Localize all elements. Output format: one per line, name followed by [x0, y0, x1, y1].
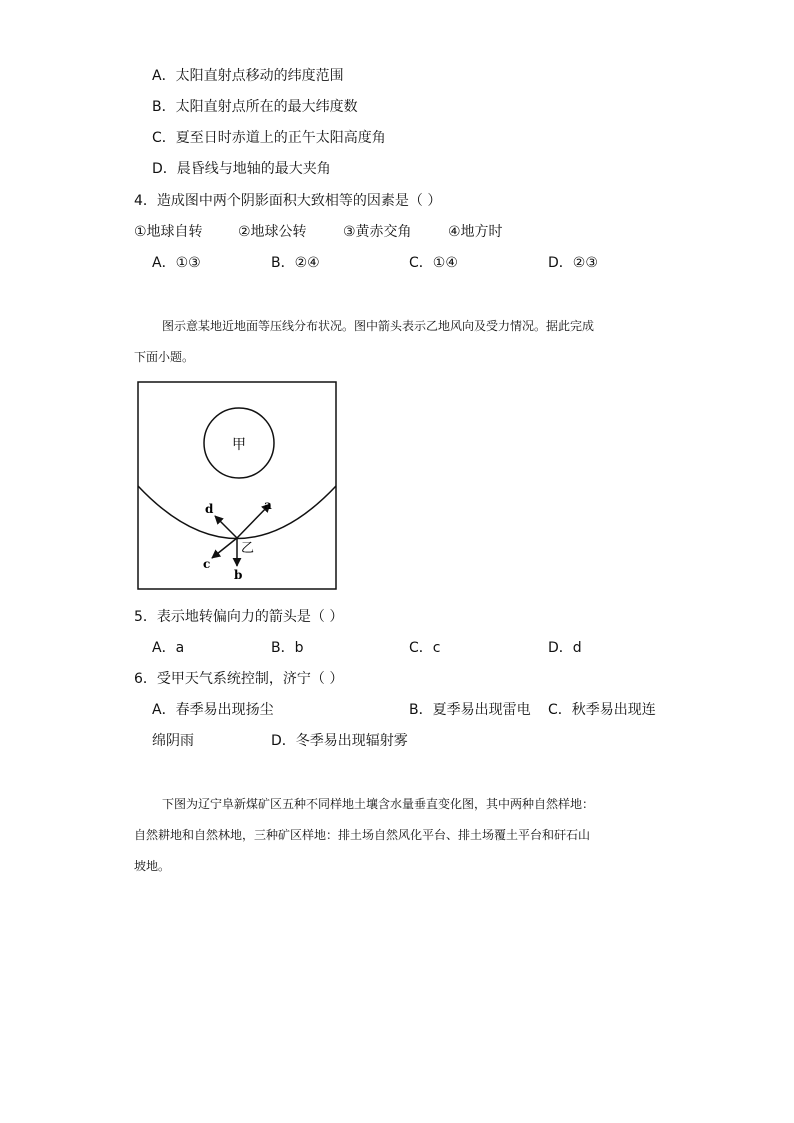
q4-factor-4: ④地方时 [448, 224, 503, 240]
intro2-line3: 坡地。 [134, 859, 171, 873]
intro2-line1: 下图为辽宁阜新煤矿区五种不同样地土壤含水量垂直变化图，其中两种自然样地： [162, 797, 595, 811]
arrow-d [215, 516, 237, 538]
q5-choice-d: D．d [548, 640, 582, 656]
q4-choice-d: D．②③ [548, 255, 598, 271]
q4-choice-b: B．②④ [271, 255, 320, 271]
q4-factor-3: ③黄赤交角 [343, 224, 412, 240]
q5-choice-a: A．a [152, 640, 185, 656]
q5-choice-b: B．b [271, 640, 304, 656]
q3-option-d: D．晨昏线与地轴的最大夹角 [152, 161, 331, 177]
label-yi: 乙 [241, 541, 255, 556]
label-b: b [234, 568, 243, 582]
q4-stem: 4．造成图中两个阴影面积大致相等的因素是（ ） [134, 193, 442, 209]
label-d: d [205, 502, 214, 516]
arrow-c [212, 538, 237, 558]
q6-stem: 6．受甲天气系统控制，济宁（ ） [134, 671, 344, 687]
q5-stem: 5．表示地转偏向力的箭头是（ ） [134, 609, 344, 625]
q6-choice-b: B．夏季易出现雷电 [409, 702, 531, 718]
q4-choice-a: A．①③ [152, 255, 201, 271]
q6-choice-c-cont: 绵阴雨 [152, 733, 194, 749]
q4-factor-1: ①地球自转 [134, 224, 203, 240]
q6-choice-a: A．春季易出现扬尘 [152, 702, 274, 718]
q3-option-a: A．太阳直射点移动的纬度范围 [152, 68, 344, 84]
q5-choice-c: C．c [409, 640, 441, 656]
isobar-figure [137, 381, 337, 591]
isobar-curve [138, 486, 336, 539]
label-a: a [264, 498, 272, 512]
q3-option-c: C．夏至日时赤道上的正午太阳高度角 [152, 130, 386, 146]
q6-choice-c: C．秋季易出现连 [548, 702, 656, 718]
intro2-line2: 自然耕地和自然林地，三种矿区样地：排土场自然风化平台、排土场覆土平台和矸石山 [134, 828, 591, 842]
q4-choice-c: C．①④ [409, 255, 458, 271]
label-jia: 甲 [232, 437, 246, 453]
intro1-line1: 图示意某地近地面等压线分布状况。图中箭头表示乙地风向及受力情况。据此完成 [162, 319, 595, 333]
q4-factor-2: ②地球公转 [238, 224, 307, 240]
intro1-line2: 下面小题。 [134, 350, 195, 364]
q6-choice-d: D．冬季易出现辐射雾 [271, 733, 408, 749]
label-c: c [203, 557, 211, 571]
q3-option-b: B．太阳直射点所在的最大纬度数 [152, 99, 358, 115]
